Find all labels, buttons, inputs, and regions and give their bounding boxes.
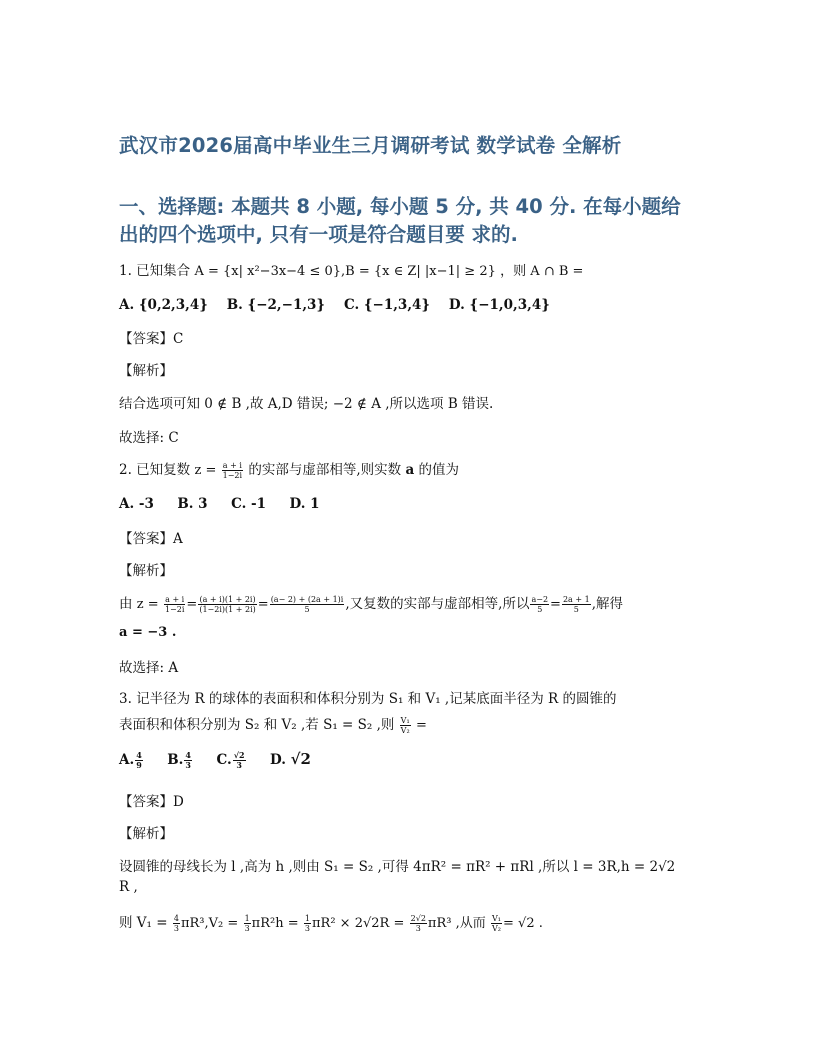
q1-option-c: C. {−1,3,4} [343,297,431,313]
q1-choice [119,426,179,446]
q3-an-frac2 [244,914,251,933]
q3-option-a [119,752,144,768]
section-heading-line2: 出的四个选项中, 只有一项是符合题目要 求的. [119,223,518,246]
q2-z-eq: z = [194,463,217,478]
q3-an-frac5 [491,914,502,933]
q2-an-f2d: (1−2i)(1 + 2i) [199,605,256,614]
q3-an-f3n: 1 [304,914,310,923]
q3-option-c-den: 3 [236,760,242,770]
q3-option-c-label: C. [216,752,232,768]
q2-an-frac5 [562,595,591,614]
q3-analysis-tag: 【解析】 [119,826,173,842]
q1-set-a: A = {x| x²−3x−4 ≤ 0} [194,264,342,279]
q2-an-f1n: a + i [165,595,185,604]
q3-option-c [216,752,246,768]
q2-fraction [222,461,243,480]
q1-answer-value: C [173,331,184,347]
q2-an-f3n: (a− 2) + (2a + 1)i [270,595,344,604]
q2-an-f4n: a−2 [531,595,549,604]
q2-analysis-line1: 由 z = $\frac{a + i}{1-2i}$ = $\frac{(a + i)(1 + 2i)}{(1-2i)(1 + 2i)}$ = $\frac{(a- 2) + (2a + 1)i}{5}$ ,又复数的实部与虚部相等,所以 $\frac{a-2}{5}$ = $\frac{2a + 1}{5}$ ,解得 [119,595,623,614]
page-title: 武汉市2026届高中毕业生三月调研考试 数学试卷 全解析 [119,134,622,157]
q3-analysis-line3 [119,911,543,933]
q3-stem-line2 [119,713,427,735]
q3-option-a-frac [135,751,143,770]
q2-an-f3d: 5 [304,605,310,614]
q1-analysis-tag: 【解析】 [119,363,173,379]
q2-option-c: C. -1 [231,496,266,512]
q3-ratio-d: V₂ [400,726,410,735]
q1-option-a: A. {0,2,3,4} [119,297,208,313]
q3-analysis-line1: 设圆锥的母线长为 l ,高为 h ,则由 S₁ = S₂ ,可得 4πR² = πR² + πRl ,所以 l = 3R,h = 2√2 [119,859,676,875]
q1-options [119,297,550,313]
q2-stem-suffix: 的实部与虚部相等,则实数 [248,462,402,478]
q2-option-a: A. -3 [119,496,154,512]
q2-an-end: ,解得 [591,596,623,612]
q3-an-frac4 [410,914,427,933]
q3-an-p4: πR³ ,从而 [427,916,486,931]
q3-option-d-label: D. [270,752,286,768]
q3-an-p3: πR² × 2√2R = [312,916,405,931]
q2-an-z: z = [136,597,159,612]
q3-an-f2n: 1 [244,914,250,923]
q2-an-prefix: 由 [119,596,133,612]
q2-choice-value: A [168,660,179,676]
q2-analysis-tag: 【解析】 [119,563,173,579]
q3-an-f4d: 3 [415,924,421,933]
q3-line2-prefix: 表面积和体积分别为 S₂ 和 V₂ ,若 S₁ = S₂ ,则 [119,717,395,733]
q2-an-frac4 [530,595,549,614]
q1-option-d: D. {−1,0,3,4} [448,297,550,313]
q2-stem-prefix: 2. 已知复数 [119,462,191,478]
q3-option-d-text: √2 [290,750,311,768]
choose-prefix: 故选择: [119,660,165,676]
q1-set-b: ,B = {x ∈ Z| |x−1| ≥ 2} [341,264,496,279]
q1-analysis: 结合选项可知 0 ∉ B ,故 A,D 错误; −2 ∉ A ,所以选项 B 错误. [119,396,494,412]
q2-answer [119,527,183,547]
q3-option-b-label: B. [167,752,184,768]
answer-tag: 【答案】 [119,794,173,810]
q2-frac-den: 1−2i [222,471,243,480]
q2-an-f2n: (a + i)(1 + 2i) [199,595,256,604]
q2-var: a [405,462,415,478]
q3-an-prefix: 则 V₁ = [119,915,168,931]
answer-tag: 【答案】 [119,331,173,347]
q3-options [119,750,311,770]
q2-an-f1d: 1−2i [164,605,185,614]
q2-an-frac3 [270,595,345,614]
q3-option-d [270,752,311,768]
q3-an-p5: = √2 . [503,916,543,931]
q2-stem-end: 的值为 [418,462,460,478]
q2-an-f4d: 5 [537,605,543,614]
q2-an-f5n: 2a + 1 [562,595,590,604]
q3-an-p1: πR³,V₂ = [180,916,239,931]
q3-option-a-num: 4 [136,750,142,760]
q3-an-f2d: 3 [244,924,250,933]
q2-an-frac2 [198,595,256,614]
q3-ratio [400,716,411,735]
q2-answer-value: A [173,531,183,547]
q2-choice [119,656,178,676]
q1-ask: ，则 A ∩ B = [500,264,584,279]
q3-option-c-frac [233,751,246,770]
q3-option-a-label: A. [119,752,135,768]
answer-tag: 【答案】 [119,531,173,547]
q3-ratio-n: V₁ [400,716,410,725]
q3-an-f1d: 3 [173,924,179,933]
q1-stem [119,259,583,279]
q1-stem-prefix: 1. 已知集合 [119,263,191,279]
q3-an-frac1 [173,914,180,933]
q2-option-b: B. 3 [177,496,208,512]
q2-an-f5d: 5 [573,605,579,614]
q3-option-a-den: 9 [136,760,142,770]
q3-analysis-line2: R , [119,879,138,895]
q3-option-b [167,752,193,768]
q2-analysis-line2: a = −3 . [119,625,177,640]
q2-frac-num: a + i [222,461,242,470]
q3-option-c-num: √2 [233,750,245,760]
q3-answer-value: D [173,794,184,810]
q2-option-d: D. 1 [289,496,320,512]
q1-choice-value: C [168,430,179,446]
q3-answer [119,790,184,810]
q2-an-mid: ,又复数的实部与虚部相等,所以 [345,596,530,612]
q1-answer [119,327,183,347]
q3-stem-line1: 3. 记半径为 R 的球体的表面积和体积分别为 S₁ 和 V₁ ,记某底面半径为 R 的圆锥的 [119,691,617,707]
q3-an-frac3 [304,914,311,933]
q2-stem [119,458,459,480]
q3-option-b-num: 4 [185,750,191,760]
section-heading-line1: 一、选择题: 本题共 8 小题, 每小题 5 分, 共 40 分. 在每小题给 [119,195,681,218]
choose-prefix: 故选择: [119,430,165,446]
q3-an-f5n: V₁ [492,914,502,923]
q3-an-f4n: 2√2 [410,914,426,923]
q3-option-b-den: 3 [185,760,191,770]
q3-line2-end: = [415,718,427,733]
q2-options [119,496,320,512]
q3-an-f3d: 3 [304,924,310,933]
q2-an-frac1 [164,595,185,614]
q1-option-b: B. {−2,−1,3} [226,297,326,313]
q3-an-f5d: V₂ [492,924,502,933]
q3-option-b-frac [184,751,192,770]
q3-an-p2: πR²h = [251,916,299,931]
q3-an-f1n: 4 [173,914,179,923]
